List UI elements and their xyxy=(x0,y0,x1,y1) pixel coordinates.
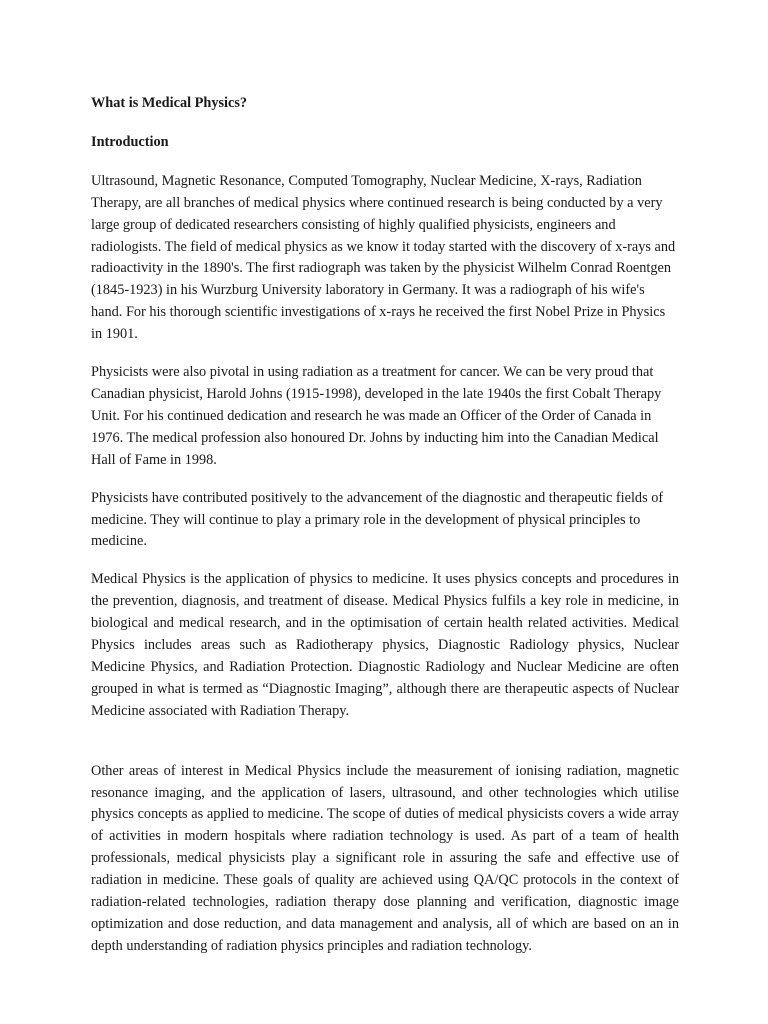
document-title: What is Medical Physics? xyxy=(91,95,248,111)
paragraph-branches-of-medical-physics: Ultrasound, Magnetic Resonance, Computed Tomography, Nuclear Medicine, X-rays, Radiation Therapy, are all branches of medical physics where continued research is being conducted by a very large group of dedicated researchers consisting of highly qualified physicists, engineers and radiologists. The field of medical physics as we know it today started with the discovery of x-rays and radioactivity in the 1890's. The first radiograph was taken by the physicist Wilhelm Conrad Roentgen (1845-1923) in his Wurzburg University laboratory in Germany. It was a radiograph of his wife's hand. For his thorough scientific investigations of x-rays he received the first Nobel Prize in Physics in 1901. xyxy=(91,172,676,343)
paragraph-other-areas-of-interest: Other areas of interest in Medical Physics include the measurement of ionising radiation, magnetic resonance imaging, and the application of lasers, ultrasound, and other technologies which utilise physics concepts as applied to medicine. The scope of duties of medical physicists covers a wide array of activities in modern hospitals where radiation technology is used. As part of a team of health professionals, medical physicists play a significant role in assuring the safe and effective use of radiation in medicine. These goals of quality are achieved using QA/QC protocols in the context of radiation-related technologies, radiation therapy dose planning and verification, diagnostic image optimization and dose reduction, and data management and analysis, all of which are based on an in depth understanding of radiation physics principles and radiation technology. xyxy=(91,762,679,954)
paragraph-physicists-contribution: Physicists have contributed positively to the advancement of the diagnostic and therapeutic fields of medicine. They will continue to play a primary role in the development of physical principles to medicine. xyxy=(91,489,664,550)
section-heading-introduction: Introduction xyxy=(91,133,169,150)
paragraph-definition-medical-physics: Medical Physics is the application of physics to medicine. It uses physics concepts and procedures in the prevention, diagnosis, and treatment of disease. Medical Physics fulfils a key role in medicine, in biological and medical research, and in the optimisation of certain health related activities. Medical Physics includes areas such as Radiotherapy physics, Diagnostic Radiology physics, Nuclear Medicine Physics, and Radiation Protection. Diagnostic Radiology and Nuclear Medicine are often grouped in what is termed as “Diagnostic Imaging”, although there are therapeutic aspects of Nuclear Medicine associated with Radiation Therapy. xyxy=(91,571,679,719)
paragraph-radiation-cancer-treatment: Physicists were also pivotal in using radiation as a treatment for cancer. We can be very proud that Canadian physicist, Harold Johns (1915-1998), developed in the late 1940s the first Cobalt Therapy Unit. For his continued dedication and research he was made an Officer of the Order of Canada in 1976. The medical profession also honoured Dr. Johns by inducting him into the Canadian Medical Hall of Fame in 1998. xyxy=(91,364,662,468)
document-body xyxy=(91,93,679,974)
